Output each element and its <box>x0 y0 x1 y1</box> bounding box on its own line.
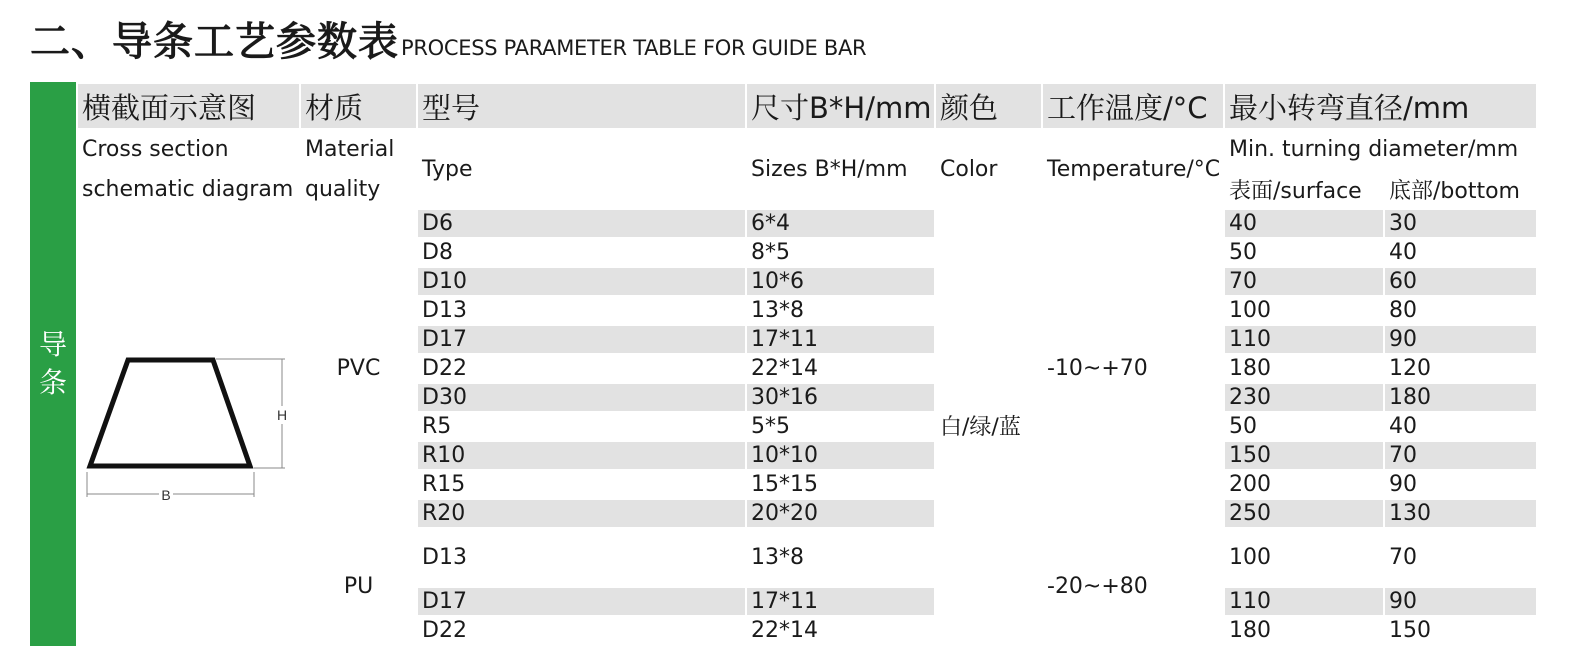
type-cell: D17 <box>417 587 746 616</box>
bottom-cell: 40 <box>1384 412 1537 441</box>
surface-cell: 230 <box>1224 383 1384 412</box>
type-cell: D10 <box>417 267 746 296</box>
size-cell: 13*8 <box>746 296 935 325</box>
b-dimension-label: B <box>161 487 171 503</box>
bottom-cell: 180 <box>1384 383 1537 412</box>
size-cell: 17*11 <box>746 325 935 354</box>
size-cell: 17*11 <box>746 587 935 616</box>
size-cell: 13*8 <box>746 528 935 587</box>
type-cell: D6 <box>417 209 746 238</box>
title-en: PROCESS PARAMETER TABLE FOR GUIDE BAR <box>401 36 867 60</box>
sidebar-char-2: 条 <box>38 366 67 399</box>
surface-cell: 50 <box>1224 238 1384 267</box>
header-size-en: Sizes B*H/mm <box>746 129 935 209</box>
type-cell: D22 <box>417 354 746 383</box>
bottom-cell: 130 <box>1384 499 1537 528</box>
type-cell: D13 <box>417 296 746 325</box>
size-cell: 20*20 <box>746 499 935 528</box>
size-cell: 10*6 <box>746 267 935 296</box>
header-diameter-en: Min. turning diameter/mm <box>1224 129 1537 169</box>
color-cell: 白/绿/蓝 <box>935 209 1042 645</box>
surface-cell: 110 <box>1224 325 1384 354</box>
parameter-table <box>76 82 1538 646</box>
bottom-cell: 30 <box>1384 209 1537 238</box>
size-cell: 30*16 <box>746 383 935 412</box>
size-cell: 5*5 <box>746 412 935 441</box>
type-cell: D13 <box>417 528 746 587</box>
bottom-cell: 90 <box>1384 587 1537 616</box>
type-cell: R5 <box>417 412 746 441</box>
size-cell: 8*5 <box>746 238 935 267</box>
temperature-pu: -20~+80 <box>1042 528 1224 645</box>
surface-cell: 180 <box>1224 354 1384 383</box>
sidebar-char-1: 导 <box>38 328 67 361</box>
header-material-en-2: quality <box>300 169 417 209</box>
header-bottom: 底部/bottom <box>1384 169 1537 209</box>
surface-cell: 70 <box>1224 267 1384 296</box>
header-diameter-zh: 最小转弯直径/mm <box>1224 83 1537 129</box>
bottom-cell: 120 <box>1384 354 1537 383</box>
trapezoid-diagram-icon <box>78 210 300 644</box>
header-type-en: Type <box>417 129 746 209</box>
type-cell: D22 <box>417 616 746 645</box>
size-cell: 22*14 <box>746 354 935 383</box>
h-dimension-label: H <box>276 407 288 423</box>
material-pvc: PVC <box>300 209 417 528</box>
surface-cell: 180 <box>1224 616 1384 645</box>
surface-cell: 110 <box>1224 587 1384 616</box>
surface-cell: 50 <box>1224 412 1384 441</box>
material-pu: PU <box>300 528 417 645</box>
trapezoid-shape <box>90 360 250 466</box>
size-cell: 15*15 <box>746 470 935 499</box>
surface-cell: 100 <box>1224 528 1384 587</box>
surface-cell: 40 <box>1224 209 1384 238</box>
size-cell: 6*4 <box>746 209 935 238</box>
header-surface: 表面/surface <box>1224 169 1384 209</box>
type-cell: D8 <box>417 238 746 267</box>
header-temp-en: Temperature/°C <box>1042 129 1224 209</box>
surface-cell: 250 <box>1224 499 1384 528</box>
type-cell: D30 <box>417 383 746 412</box>
bottom-cell: 40 <box>1384 238 1537 267</box>
category-sidebar <box>30 82 76 646</box>
header-color-en: Color <box>935 129 1042 209</box>
type-cell: D17 <box>417 325 746 354</box>
header-cross-section-en-1: Cross section <box>77 129 300 169</box>
surface-cell: 200 <box>1224 470 1384 499</box>
size-cell: 22*14 <box>746 616 935 645</box>
surface-cell: 150 <box>1224 441 1384 470</box>
header-temp-zh: 工作温度/°C <box>1042 83 1224 129</box>
header-color-zh: 颜色 <box>935 83 1042 129</box>
header-cross-section-en-2: schematic diagram <box>77 169 300 209</box>
bottom-cell: 70 <box>1384 441 1537 470</box>
table-row <box>77 209 1537 238</box>
header-material-zh: 材质 <box>300 83 417 129</box>
header-material-en-1: Material <box>300 129 417 169</box>
bottom-cell: 90 <box>1384 470 1537 499</box>
type-cell: R15 <box>417 470 746 499</box>
bottom-cell: 60 <box>1384 267 1537 296</box>
type-cell: R20 <box>417 499 746 528</box>
temperature-pvc: -10~+70 <box>1042 209 1224 528</box>
page-title <box>30 10 866 66</box>
type-cell: R10 <box>417 441 746 470</box>
bottom-cell: 90 <box>1384 325 1537 354</box>
bottom-cell: 150 <box>1384 616 1537 645</box>
title-zh: 二、导条工艺参数表 <box>30 19 399 65</box>
header-cross-section-zh: 横截面示意图 <box>77 83 300 129</box>
surface-cell: 100 <box>1224 296 1384 325</box>
size-cell: 10*10 <box>746 441 935 470</box>
bottom-cell: 80 <box>1384 296 1537 325</box>
header-type-zh: 型号 <box>417 83 746 129</box>
header-row-zh <box>77 83 1537 129</box>
bottom-cell: 70 <box>1384 528 1537 587</box>
header-size-zh: 尺寸B*H/mm <box>746 83 935 129</box>
cross-section-diagram <box>77 209 300 645</box>
header-row-en-1 <box>77 129 1537 169</box>
